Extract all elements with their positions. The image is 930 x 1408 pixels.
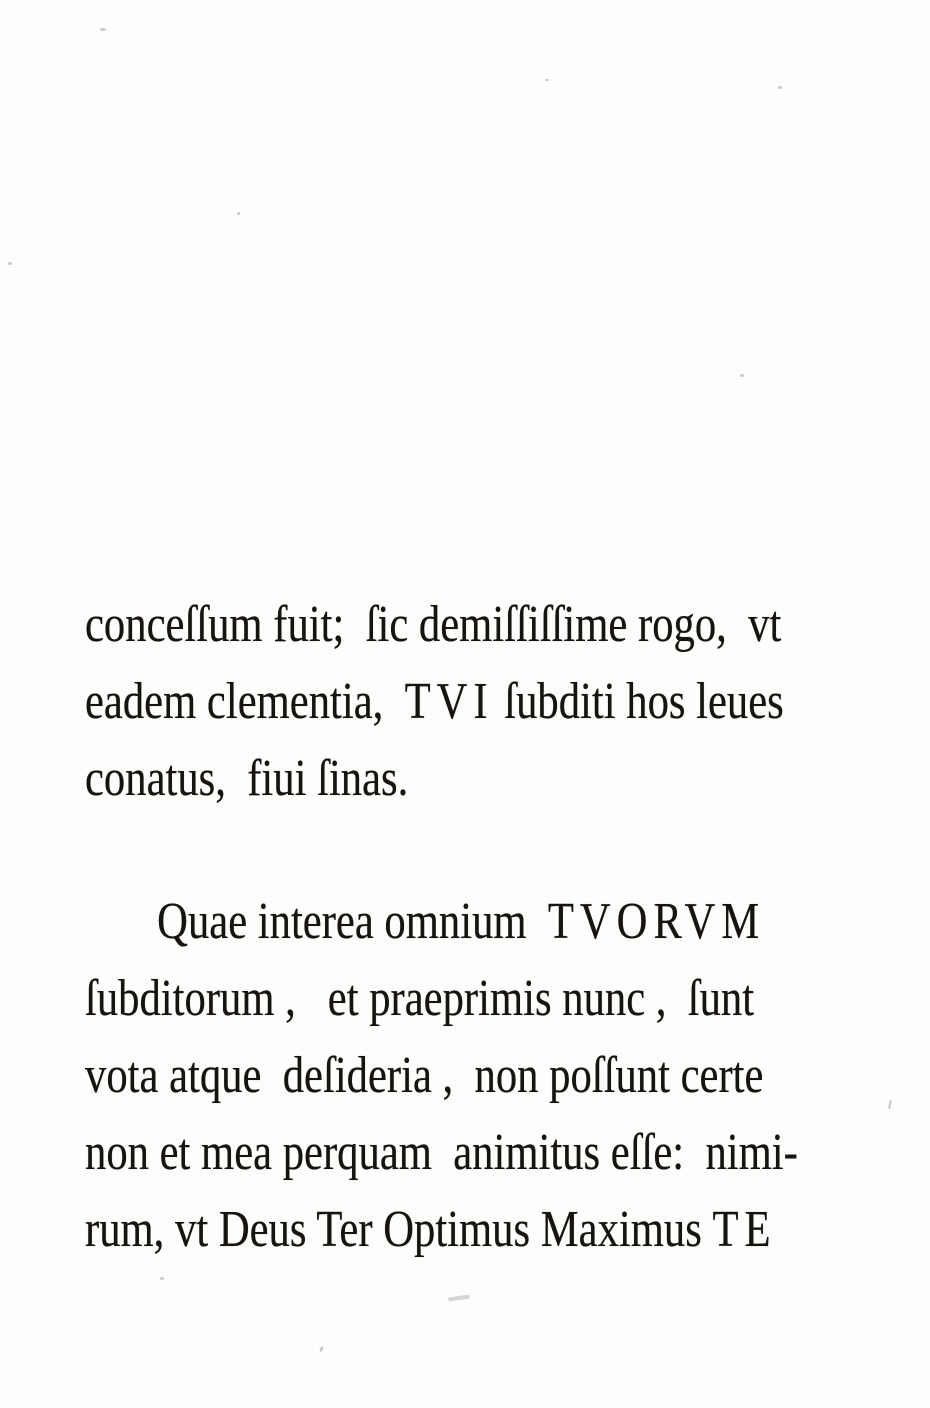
- emphasized-caps: TVI: [404, 673, 494, 730]
- text-segment: vota atque deſideria , non poſſunt certe: [85, 1047, 764, 1104]
- scan-speck: [160, 1277, 164, 1280]
- text-line: [85, 740, 745, 817]
- text-segment: non et mea perquam animitus eſſe: nimi-: [85, 1124, 798, 1181]
- paragraph-1: [85, 586, 890, 817]
- text-segment: ſubditorum , et praeprimis nunc , ſunt: [85, 970, 755, 1027]
- scan-speck: [740, 374, 744, 377]
- text-line: [85, 883, 766, 960]
- emphasized-caps: TE: [712, 1201, 777, 1258]
- text-line: [85, 1037, 764, 1114]
- text-segment: ſubditi hos leues: [493, 673, 784, 730]
- scan-speck: [100, 28, 106, 31]
- text-line: [85, 960, 755, 1037]
- text-line: [85, 1114, 798, 1191]
- text-segment: eadem clementia,: [85, 673, 405, 730]
- text-segment: rum, vt Deus Ter Optimus Maximus: [85, 1201, 713, 1258]
- printed-text-block: [85, 586, 890, 1268]
- text-segment: conceſſum fuit; ſic demiſſiſſime rogo, vt: [85, 596, 782, 653]
- text-line: [85, 1191, 777, 1268]
- paragraph-2: [85, 883, 890, 1268]
- emphasized-caps: TVORVM: [547, 893, 766, 950]
- scan-speck: [319, 1346, 324, 1353]
- text-segment: Quae interea omnium: [157, 893, 548, 950]
- scan-speck: [237, 212, 240, 215]
- scan-speck: [778, 86, 782, 89]
- scan-speck: [448, 1294, 470, 1301]
- scan-speck: [8, 262, 12, 265]
- scan-speck: [545, 79, 549, 81]
- text-line: [85, 663, 784, 740]
- text-line: [85, 586, 782, 663]
- text-segment: conatus, fiui ſinas.: [85, 750, 409, 807]
